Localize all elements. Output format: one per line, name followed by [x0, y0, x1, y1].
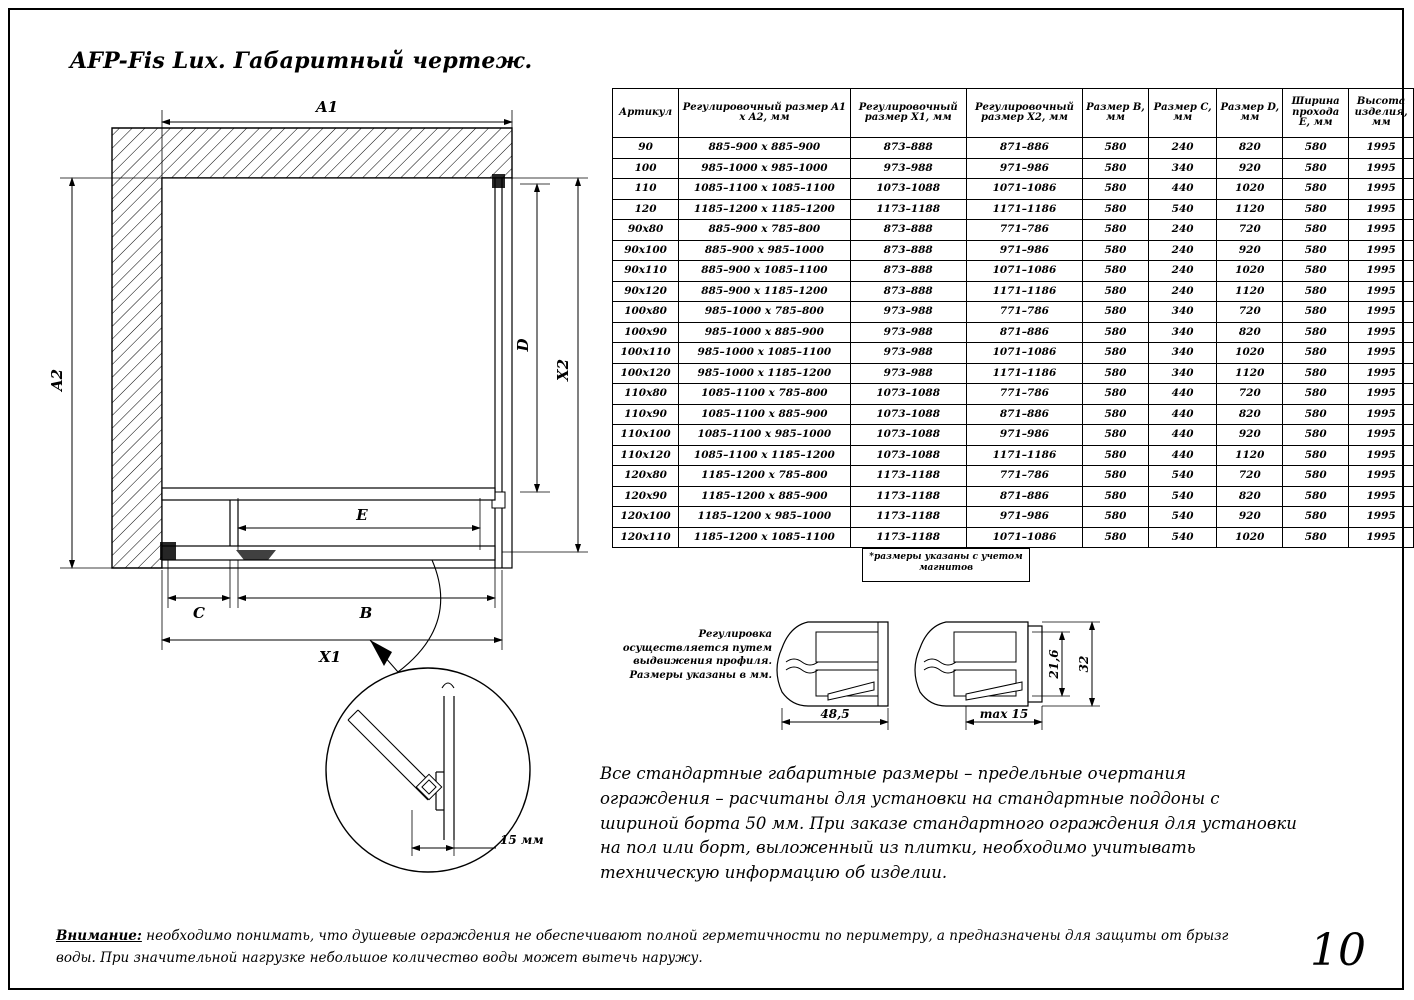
table-cell: 580	[1283, 281, 1349, 302]
table-cell: 1995	[1349, 240, 1414, 261]
table-cell: 1995	[1349, 322, 1414, 343]
table-cell: 873–888	[850, 261, 966, 282]
table-row	[613, 240, 1414, 261]
table-cell: 580	[1283, 261, 1349, 282]
table-cell: 871–886	[966, 486, 1082, 507]
table-cell: 820	[1217, 404, 1283, 425]
table-cell: 1995	[1349, 527, 1414, 548]
enclosure-plan-outline	[162, 178, 512, 568]
table-cell: 90x80	[613, 220, 679, 241]
th-b: Размер B, мм	[1083, 89, 1149, 138]
table-cell: 100x120	[613, 363, 679, 384]
table-row	[613, 425, 1414, 446]
table-cell: 580	[1083, 240, 1149, 261]
table-cell: 971–986	[966, 158, 1082, 179]
table-cell: 820	[1217, 486, 1283, 507]
table-cell: 1073–1088	[850, 425, 966, 446]
table-row	[613, 445, 1414, 466]
table-row	[613, 343, 1414, 364]
table-cell: 1073–1088	[850, 404, 966, 425]
table-row	[613, 302, 1414, 323]
table-cell: 540	[1148, 486, 1217, 507]
table-cell: 1995	[1349, 179, 1414, 200]
table-cell: 771–786	[966, 302, 1082, 323]
table-cell: 985–1000 x 1185–1200	[679, 363, 850, 384]
table-cell: 240	[1148, 281, 1217, 302]
table-cell: 1071–1086	[966, 527, 1082, 548]
table-cell: 100x80	[613, 302, 679, 323]
table-cell: 1995	[1349, 199, 1414, 220]
label-x2: X2	[554, 358, 572, 382]
table-cell: 540	[1148, 466, 1217, 487]
table-cell: 1020	[1217, 179, 1283, 200]
table-cell: 580	[1083, 507, 1149, 528]
table-cell: 1995	[1349, 445, 1414, 466]
label-c: C	[193, 604, 205, 622]
table-cell: 1171–1186	[966, 281, 1082, 302]
table-cell: 771–786	[966, 384, 1082, 405]
table-cell: 580	[1083, 179, 1149, 200]
table-cell: 973–988	[850, 158, 966, 179]
table-cell: 1185–1200 x 785–800	[679, 466, 850, 487]
table-cell: 1995	[1349, 507, 1414, 528]
table-cell: 1171–1186	[966, 445, 1082, 466]
table-cell: 580	[1083, 199, 1149, 220]
table-row	[613, 322, 1414, 343]
table-cell: 920	[1217, 158, 1283, 179]
page-title-rest: . Габаритный чертеж.	[217, 48, 533, 74]
table-row	[613, 404, 1414, 425]
table-cell: 1173–1188	[850, 527, 966, 548]
table-cell: 100x110	[613, 343, 679, 364]
table-row	[613, 363, 1414, 384]
table-cell: 100	[613, 158, 679, 179]
table-cell: 1120	[1217, 363, 1283, 384]
table-cell: 1185–1200 x 985–1000	[679, 507, 850, 528]
warning-label: Внимание:	[56, 928, 142, 944]
dimension-x1	[162, 570, 502, 666]
table-cell: 1185–1200 x 1085–1100	[679, 527, 850, 548]
table-row	[613, 199, 1414, 220]
table-cell: 580	[1283, 179, 1349, 200]
table-cell: 1995	[1349, 486, 1414, 507]
table-cell: 1995	[1349, 343, 1414, 364]
specification-table	[612, 88, 1414, 548]
table-cell: 540	[1148, 507, 1217, 528]
table-cell: 580	[1083, 384, 1149, 405]
table-row	[613, 384, 1414, 405]
table-cell: 580	[1283, 343, 1349, 364]
dimension-x2	[502, 178, 588, 552]
table-cell: 120x80	[613, 466, 679, 487]
table-cell: 540	[1148, 527, 1217, 548]
table-cell: 971–986	[966, 507, 1082, 528]
table-cell: 580	[1083, 425, 1149, 446]
table-cell: 720	[1217, 466, 1283, 487]
table-cell: 885–900 x 985–1000	[679, 240, 850, 261]
profile-travel-label: max 15	[979, 707, 1029, 721]
table-cell: 580	[1083, 138, 1149, 159]
table-cell: 985–1000 x 785–800	[679, 302, 850, 323]
table-cell: 90x120	[613, 281, 679, 302]
table-cell: 1995	[1349, 158, 1414, 179]
table-cell: 1995	[1349, 261, 1414, 282]
table-cell: 110	[613, 179, 679, 200]
table-header-row	[613, 89, 1414, 138]
table-cell: 720	[1217, 220, 1283, 241]
table-cell: 820	[1217, 138, 1283, 159]
table-cell: 120x100	[613, 507, 679, 528]
table-cell: 340	[1148, 343, 1217, 364]
table-cell: 440	[1148, 384, 1217, 405]
table-cell: 1120	[1217, 199, 1283, 220]
table-cell: 580	[1083, 343, 1149, 364]
table-cell: 580	[1283, 322, 1349, 343]
table-cell: 580	[1083, 527, 1149, 548]
page-title	[70, 48, 532, 74]
table-cell: 973–988	[850, 322, 966, 343]
table-cell: 110x80	[613, 384, 679, 405]
table-cell: 1085–1100 x 1085–1100	[679, 179, 850, 200]
table-cell: 110x100	[613, 425, 679, 446]
table-cell: 1995	[1349, 220, 1414, 241]
table-cell: 580	[1083, 363, 1149, 384]
table-cell: 90x110	[613, 261, 679, 282]
table-cell: 580	[1083, 404, 1149, 425]
page-title-model: AFP-Fis Lux	[70, 48, 218, 74]
table-cell: 340	[1148, 363, 1217, 384]
table-cell: 440	[1148, 179, 1217, 200]
table-cell: 1173–1188	[850, 486, 966, 507]
th-height: Высота изделия, мм	[1349, 89, 1414, 138]
table-cell: 873–888	[850, 281, 966, 302]
table-cell: 971–986	[966, 425, 1082, 446]
th-e: Ширина прохода E, мм	[1283, 89, 1349, 138]
table-cell: 1071–1086	[966, 261, 1082, 282]
table-cell: 240	[1148, 138, 1217, 159]
table-cell: 920	[1217, 425, 1283, 446]
table-cell: 1020	[1217, 343, 1283, 364]
table-cell: 580	[1083, 445, 1149, 466]
table-cell: 120x110	[613, 527, 679, 548]
table-row	[613, 486, 1414, 507]
table-cell: 873–888	[850, 138, 966, 159]
table-cell: 240	[1148, 220, 1217, 241]
dimension-d	[514, 184, 550, 492]
table-cell: 771–786	[966, 220, 1082, 241]
table-row	[613, 281, 1414, 302]
table-cell: 1995	[1349, 425, 1414, 446]
label-e: E	[356, 506, 368, 524]
th-a1a2: Регулировочный размер A1 x A2, мм	[679, 89, 850, 138]
table-row	[613, 138, 1414, 159]
table-cell: 920	[1217, 507, 1283, 528]
table-cell: 580	[1283, 220, 1349, 241]
table-cell: 580	[1283, 138, 1349, 159]
warning-text: необходимо понимать, что душевые ограждения не обеспечивают полной герметичности по периметру, а предназначены для защиты от брызг воды. При значительной нагрузке небольшое количество воды может вытечь наружу.	[56, 928, 1229, 966]
table-cell: 240	[1148, 261, 1217, 282]
table-cell: 1071–1086	[966, 179, 1082, 200]
table-cell: 1073–1088	[850, 384, 966, 405]
table-cell: 580	[1083, 281, 1149, 302]
profile-right-inner-label: 21,6	[1047, 649, 1061, 679]
table-cell: 580	[1283, 404, 1349, 425]
table-cell: 1085–1100 x 885–900	[679, 404, 850, 425]
table-cell: 1185–1200 x 885–900	[679, 486, 850, 507]
table-cell: 820	[1217, 322, 1283, 343]
table-cell: 440	[1148, 404, 1217, 425]
th-x1: Регулировочный размер X1, мм	[850, 89, 966, 138]
table-cell: 90x100	[613, 240, 679, 261]
table-cell: 1995	[1349, 466, 1414, 487]
profile-section-left	[777, 622, 888, 730]
table-cell: 110x90	[613, 404, 679, 425]
table-cell: 340	[1148, 322, 1217, 343]
main-note: Все стандартные габаритные размеры – предельные очертания ограждения – расчитаны для установки на стандартные поддоны с шириной борта 50 мм. При заказе стандартного ограждения для установки на пол или борт, выложенный из плитки, необходимо учитывать техническую информацию об изделии.	[600, 764, 1297, 882]
profile-sections-drawing	[770, 608, 1170, 738]
adjustment-note: Регулировка осуществляется путем выдвижения профиля. Размеры указаны в мм.	[622, 629, 772, 681]
table-cell: 540	[1148, 199, 1217, 220]
warning-note	[56, 926, 1236, 969]
table-cell: 1020	[1217, 527, 1283, 548]
table-row	[613, 507, 1414, 528]
table-cell: 885–900 x 785–800	[679, 220, 850, 241]
table-cell: 720	[1217, 302, 1283, 323]
table-cell: 920	[1217, 240, 1283, 261]
table-cell: 1995	[1349, 302, 1414, 323]
table-cell: 580	[1083, 220, 1149, 241]
table-cell: 110x120	[613, 445, 679, 466]
table-row	[613, 158, 1414, 179]
table-cell: 120	[613, 199, 679, 220]
table-cell: 1071–1086	[966, 343, 1082, 364]
table-cell: 100x90	[613, 322, 679, 343]
table-cell: 985–1000 x 885–900	[679, 322, 850, 343]
table-cell: 720	[1217, 384, 1283, 405]
table-cell: 1020	[1217, 261, 1283, 282]
page-number: 10	[1310, 925, 1366, 976]
table-cell: 1120	[1217, 281, 1283, 302]
table-cell: 985–1000 x 985–1000	[679, 158, 850, 179]
table-cell: 580	[1283, 158, 1349, 179]
table-cell: 580	[1083, 158, 1149, 179]
table-cell: 873–888	[850, 220, 966, 241]
table-cell: 580	[1283, 507, 1349, 528]
table-cell: 1085–1100 x 985–1000	[679, 425, 850, 446]
table-footnote: *размеры указаны с учетом магнитов	[862, 548, 1030, 582]
table-cell: 580	[1283, 466, 1349, 487]
th-x2: Регулировочный размер X2, мм	[966, 89, 1082, 138]
label-b: B	[359, 604, 373, 622]
table-cell: 1995	[1349, 281, 1414, 302]
table-cell: 580	[1083, 302, 1149, 323]
table-row	[613, 220, 1414, 241]
table-cell: 580	[1083, 322, 1149, 343]
table-cell: 871–886	[966, 322, 1082, 343]
table-cell: 580	[1283, 363, 1349, 384]
table-cell: 873–888	[850, 240, 966, 261]
table-cell: 580	[1283, 445, 1349, 466]
profile-left-width-label: 48,5	[820, 707, 850, 721]
table-cell: 580	[1283, 240, 1349, 261]
table-row	[613, 261, 1414, 282]
table-cell: 985–1000 x 1085–1100	[679, 343, 850, 364]
table-cell: 440	[1148, 425, 1217, 446]
door-swing-arc	[370, 560, 441, 672]
table-cell: 1120	[1217, 445, 1283, 466]
th-article: Артикул	[613, 89, 679, 138]
table-cell: 90	[613, 138, 679, 159]
table-cell: 240	[1148, 240, 1217, 261]
table-cell: 340	[1148, 302, 1217, 323]
table-cell: 871–886	[966, 138, 1082, 159]
table-row	[613, 527, 1414, 548]
table-cell: 885–900 x 1185–1200	[679, 281, 850, 302]
table-cell: 1185–1200 x 1185–1200	[679, 199, 850, 220]
table-cell: 971–986	[966, 240, 1082, 261]
table-cell: 580	[1283, 425, 1349, 446]
label-d: D	[514, 338, 532, 352]
table-cell: 1073–1088	[850, 179, 966, 200]
detail-dimension-label: 15 мм	[500, 833, 544, 847]
table-cell: 1995	[1349, 138, 1414, 159]
table-cell: 580	[1083, 486, 1149, 507]
table-row	[613, 179, 1414, 200]
table-cell: 1995	[1349, 363, 1414, 384]
table-cell: 580	[1283, 302, 1349, 323]
table-cell: 771–786	[966, 466, 1082, 487]
table-row	[613, 466, 1414, 487]
table-cell: 1995	[1349, 384, 1414, 405]
th-d: Размер D, мм	[1217, 89, 1283, 138]
table-cell: 580	[1283, 486, 1349, 507]
table-cell: 1171–1186	[966, 199, 1082, 220]
table-cell: 1073–1088	[850, 445, 966, 466]
table-cell: 440	[1148, 445, 1217, 466]
th-c: Размер C, мм	[1148, 89, 1217, 138]
table-cell: 1171–1186	[966, 363, 1082, 384]
table-cell: 580	[1083, 466, 1149, 487]
table-cell: 340	[1148, 158, 1217, 179]
table-cell: 1085–1100 x 785–800	[679, 384, 850, 405]
table-cell: 973–988	[850, 343, 966, 364]
table-cell: 973–988	[850, 363, 966, 384]
detail-view-magnet	[300, 660, 600, 920]
label-a2: A2	[48, 368, 66, 392]
table-cell: 885–900 x 885–900	[679, 138, 850, 159]
profile-section-right	[915, 622, 1100, 730]
table-cell: 580	[1083, 261, 1149, 282]
table-cell: 580	[1283, 199, 1349, 220]
table-cell: 580	[1283, 527, 1349, 548]
table-cell: 973–988	[850, 302, 966, 323]
profile-right-outer-label: 32	[1077, 655, 1091, 673]
table-cell: 1173–1188	[850, 507, 966, 528]
table-cell: 580	[1283, 384, 1349, 405]
dimension-b	[238, 560, 495, 622]
label-a1: A1	[315, 98, 339, 116]
dimension-c	[168, 560, 230, 622]
table-cell: 871–886	[966, 404, 1082, 425]
label-x1: X1	[318, 648, 342, 666]
table-cell: 885–900 x 1085–1100	[679, 261, 850, 282]
table-cell: 1085–1100 x 1185–1200	[679, 445, 850, 466]
table-cell: 1173–1188	[850, 199, 966, 220]
table-cell: 120x90	[613, 486, 679, 507]
table-cell: 1173–1188	[850, 466, 966, 487]
table-cell: 1995	[1349, 404, 1414, 425]
